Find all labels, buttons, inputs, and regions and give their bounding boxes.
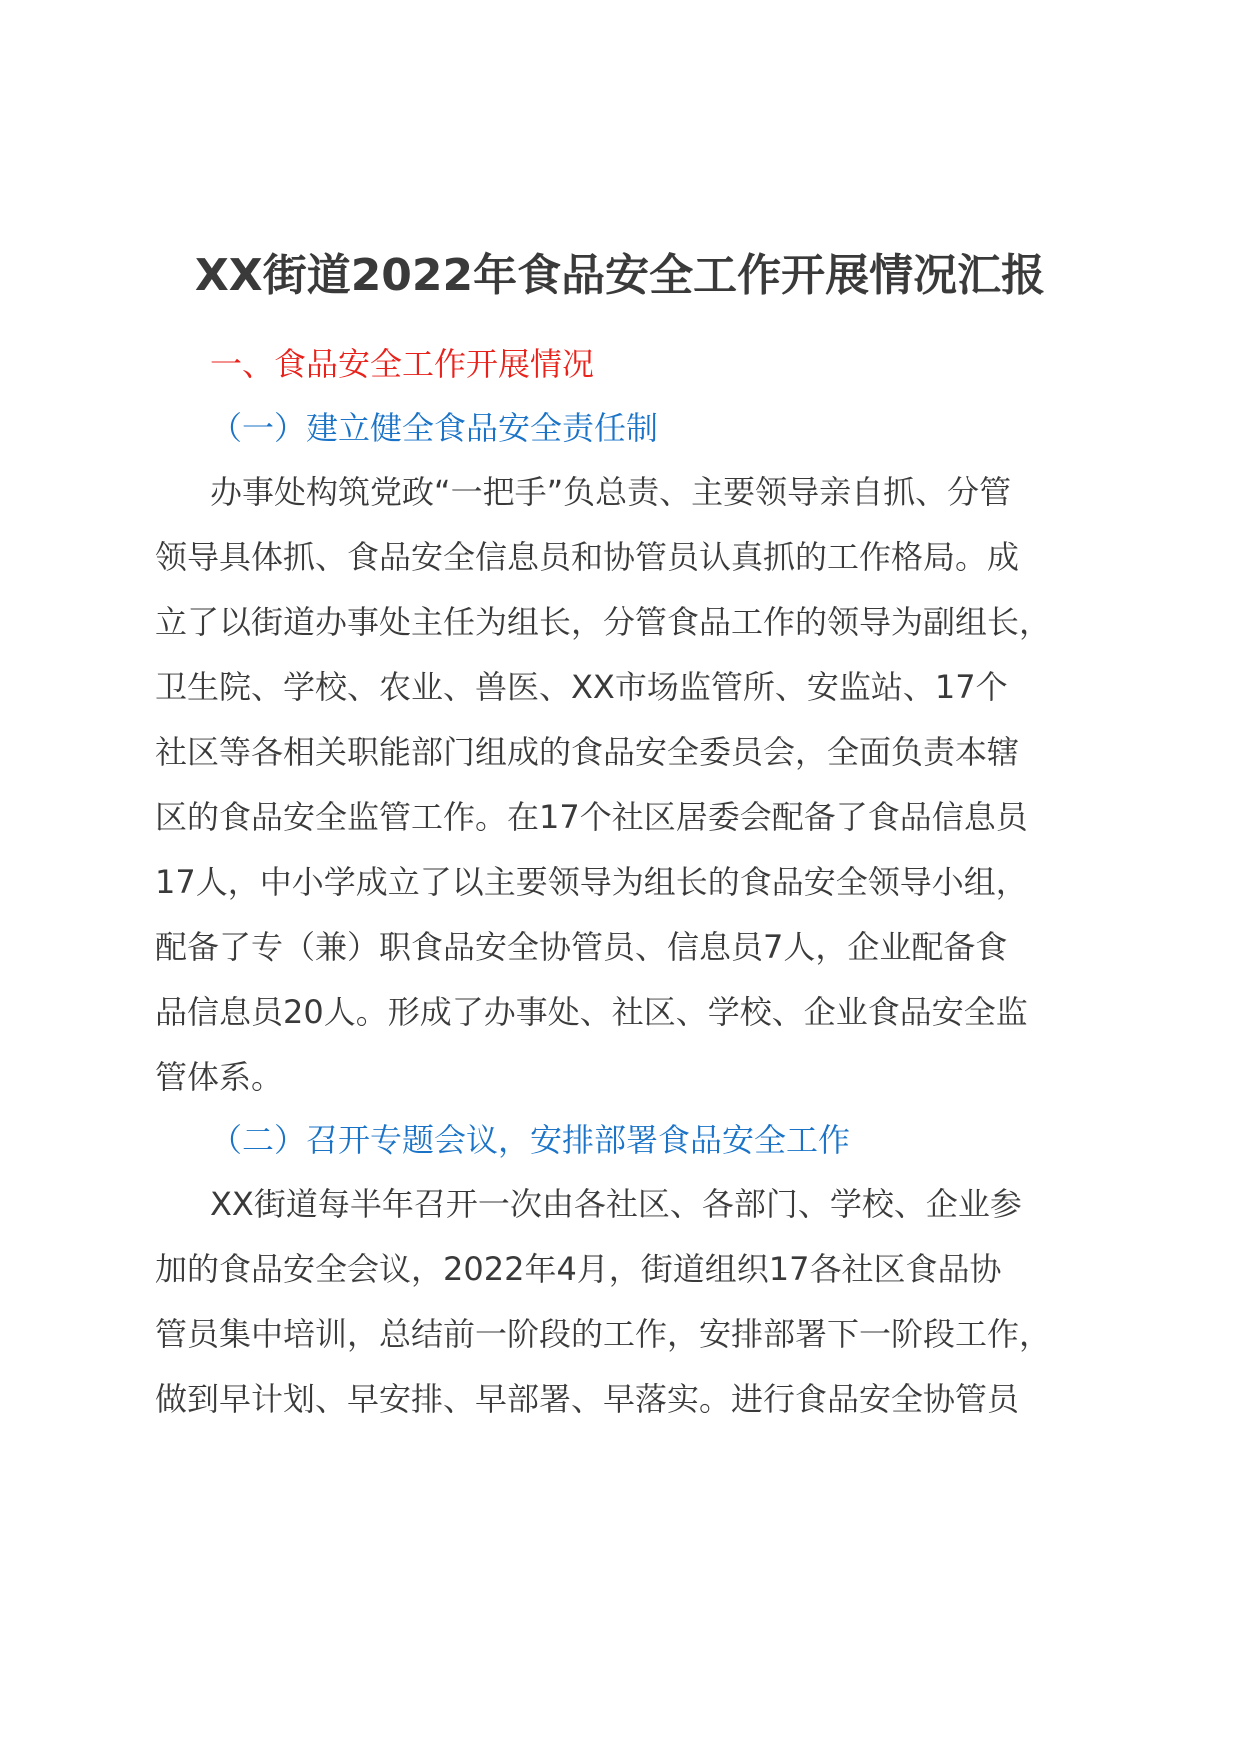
paragraph-line: 办事处构筑党政“一把手”负总责、主要领导亲自抓、分管 [210,473,1012,511]
document-title: XX街道2022年食品安全工作开展情况汇报 [194,250,1046,301]
paragraph-line: 做到早计划、早安排、早部署、早落实。进行食品安全协管员 [155,1380,1020,1418]
paragraph-line: 配备了专（兼）职食品安全协管员、信息员7人，企业配备食 [155,928,1008,966]
paragraph-line: 区的食品安全监管工作。在17个社区居委会配备了食品信息员 [155,798,1028,836]
section-heading-1: 一、食品安全工作开展情况 [210,345,595,383]
paragraph-line: XX街道每半年召开一次由各社区、各部门、学校、企业参 [210,1185,1022,1223]
paragraph-line: 社区等各相关职能部门组成的食品安全委员会，全面负责本辖 [155,733,1020,771]
paragraph-line: 管体系。 [155,1058,284,1096]
paragraph-line: 品信息员20人。形成了办事处、社区、学校、企业食品安全监 [155,993,1028,1031]
paragraph-line: 加的食品安全会议，2022年4月，街道组织17各社区食品协 [155,1250,1002,1288]
paragraph-1 [155,460,1085,1110]
paragraph-line: 管员集中培训，总结前一阶段的工作，安排部署下一阶段工作， [155,1315,1052,1353]
paragraph-line: 立了以街道办事处主任为组长，分管食品工作的领导为副组长， [155,603,1052,641]
subsection-heading-1: （一）建立健全食品安全责任制 [210,409,659,447]
paragraph-2 [155,1172,1085,1432]
paragraph-line: 领导具体抓、食品安全信息员和协管员认真抓的工作格局。成 [155,538,1020,576]
subsection-heading-2: （二）召开专题会议，安排部署食品安全工作 [210,1121,851,1159]
paragraph-line: 17人，中小学成立了以主要领导为组长的食品安全领导小组， [155,863,1028,901]
paragraph-line: 卫生院、学校、农业、兽医、XX市场监管所、安监站、17个 [155,668,1008,706]
